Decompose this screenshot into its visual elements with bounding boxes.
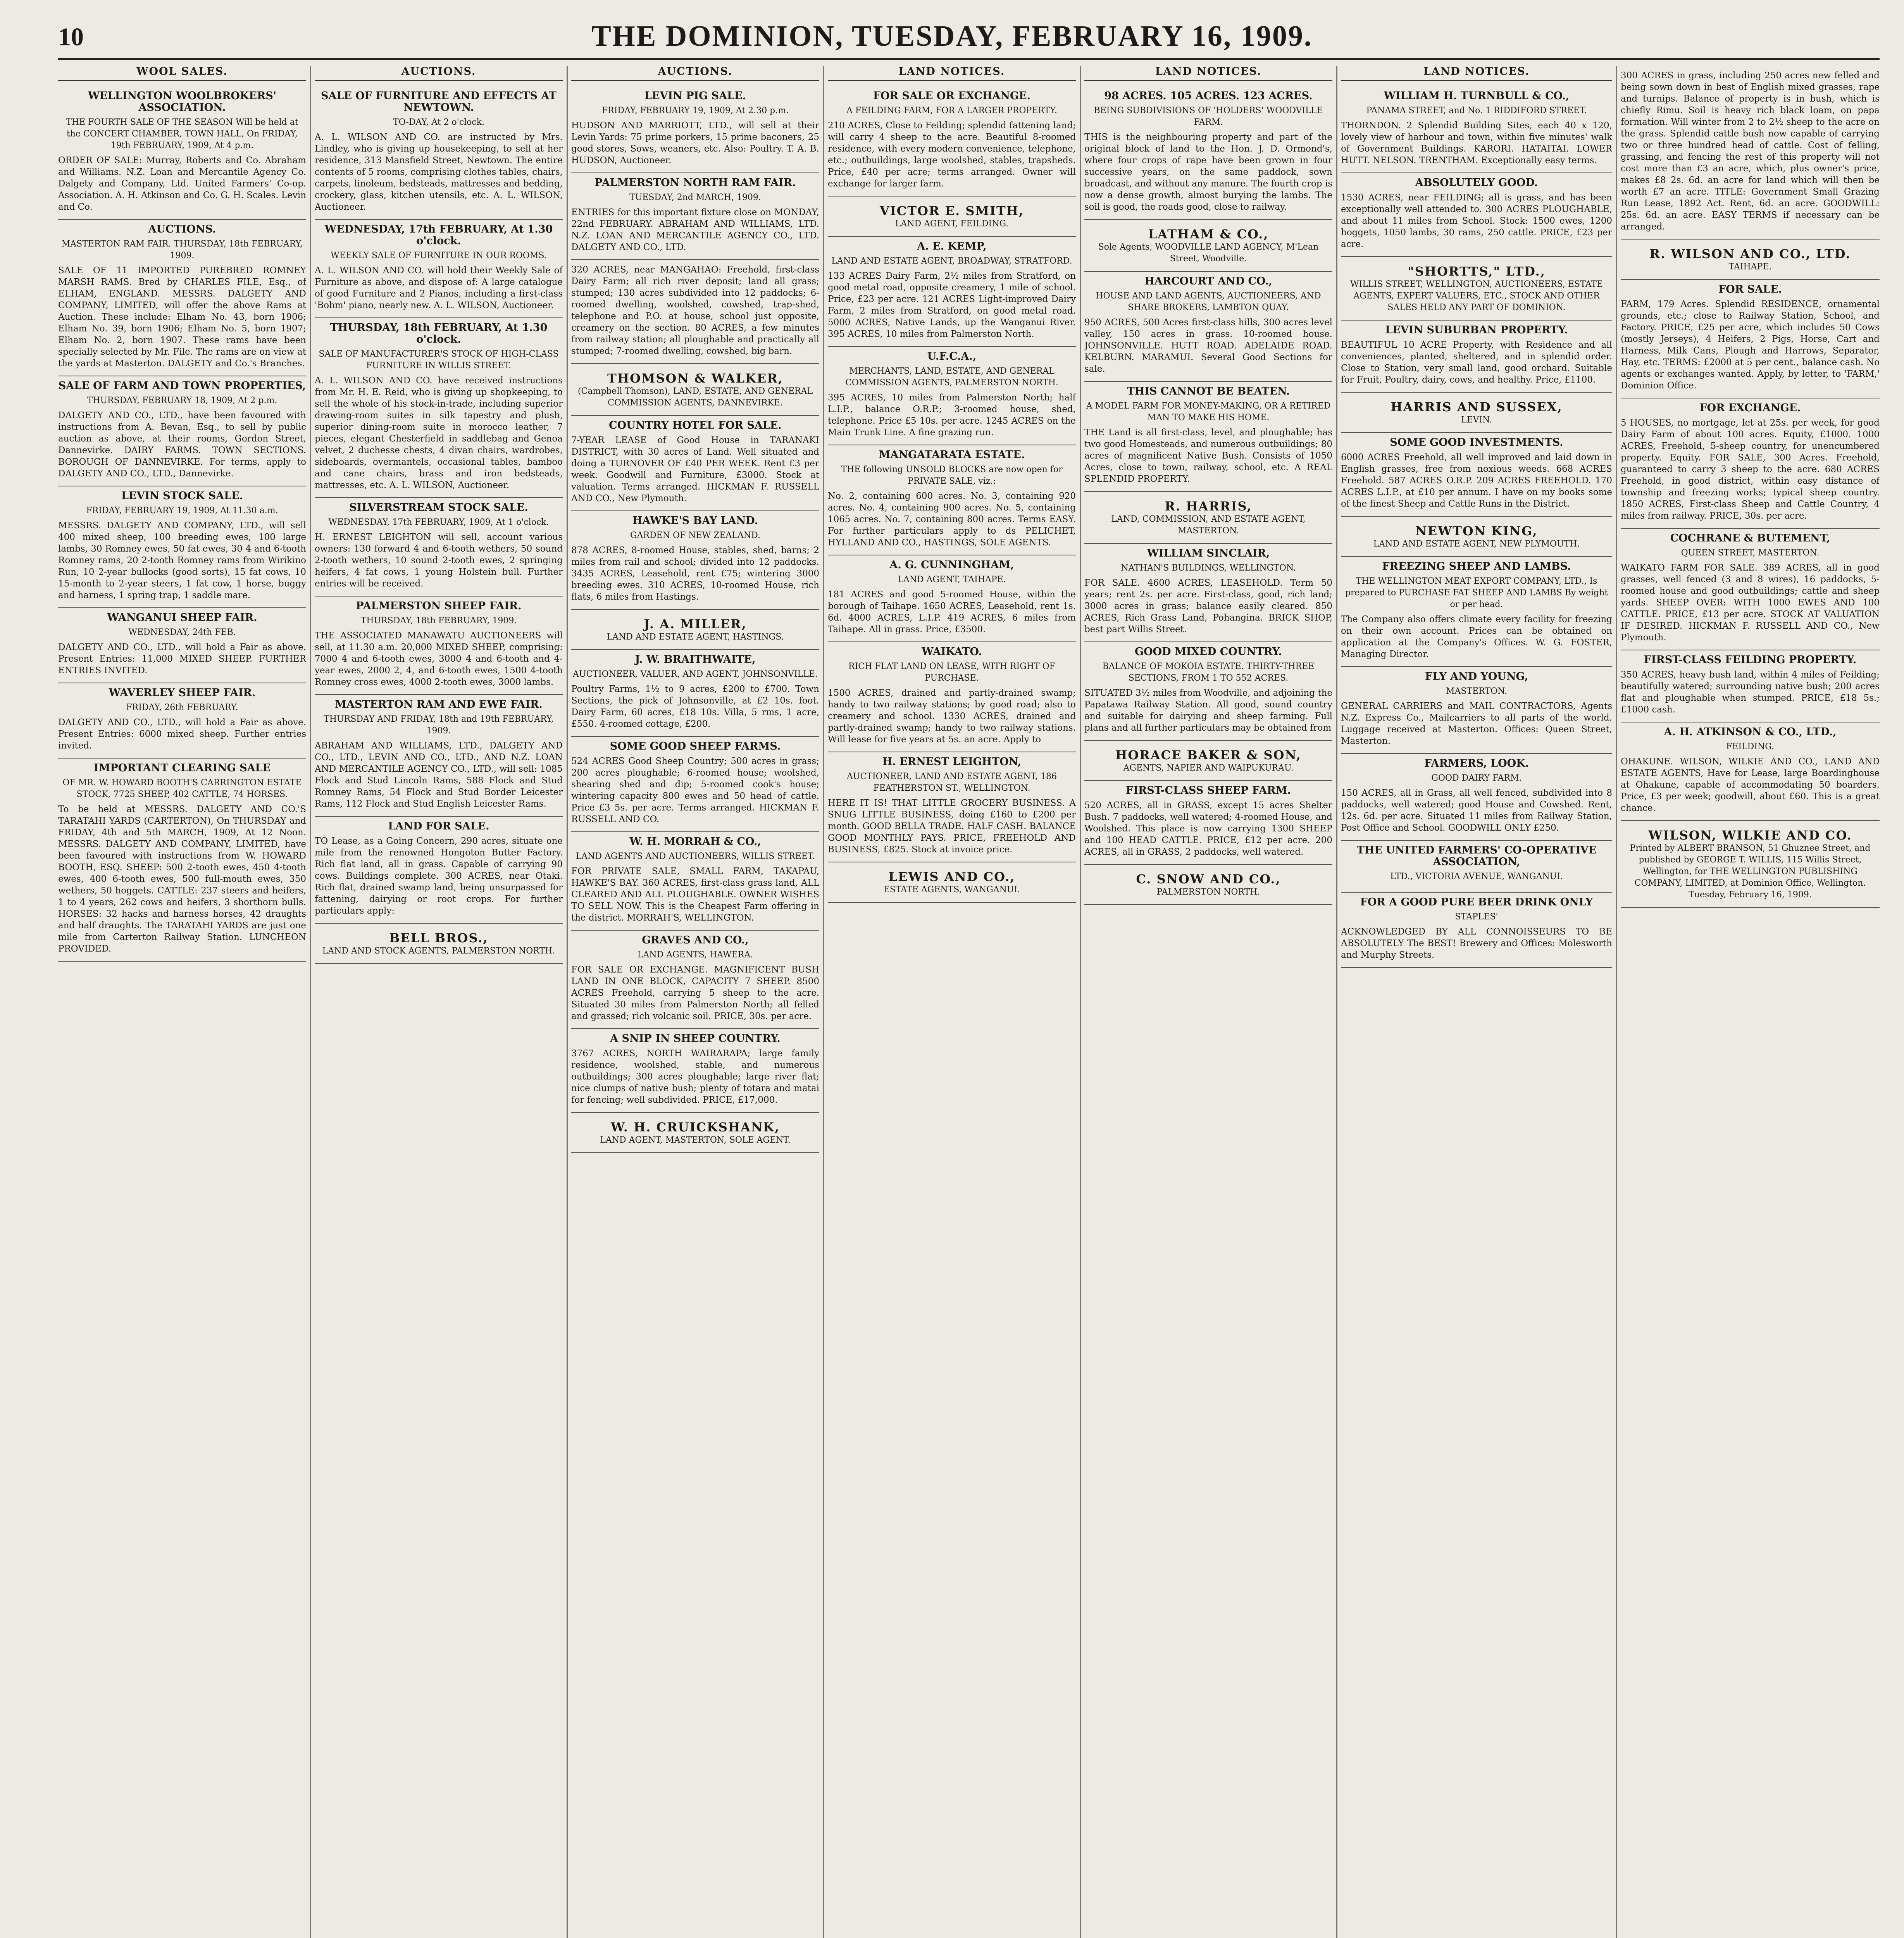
ad-body: WAIKATO FARM FOR SALE. 389 ACRES, all in good grasses, well fenced (3 and 8 wires), 16 paddocks, 5-roomed house and good outbuildings; cattle and sheep yards. SHEEP OVER: WITH 1000 EWES AND 100 CATTLE. PRICE, £13 per acre. STOCK AT VALUATION IF DESIRED. HICKMAN F. RUSSELL AND CO., New Plymouth. (1621, 563, 1880, 643)
advertisement (571, 1029, 819, 1113)
advertisement (1341, 321, 1612, 393)
advertisement (828, 86, 1076, 197)
ad-title: LEVIN STOCK SALE. (121, 490, 243, 502)
advertisement (1341, 754, 1612, 841)
ad-title: W. H. MORRAH & CO., (629, 836, 761, 848)
advertisement (1341, 86, 1612, 173)
advertisement (828, 555, 1076, 642)
advertisement (1084, 86, 1332, 220)
ad-subtitle: Printed by ALBERT BRANSON, 51 Ghuznee Street, and published by GEORGE T. WILLIS, 115 Willis Street, Wellington, for THE WELLINGTON PUBLISHING COMPANY, LIMITED, at Dominion Office, Wellington. Tuesday, February 16, 1909. (1630, 843, 1871, 900)
ad-subtitle: LAND AGENTS AND AUCTIONEERS, WILLIS STREET. (576, 852, 815, 861)
ad-subtitle: MASTERTON RAM FAIR. THURSDAY, 18th FEBRUARY, 1909. (61, 239, 303, 260)
ad-subtitle: BALANCE OF MOKOIA ESTATE. THIRTY-THREE SECTIONS, FROM 1 TO 552 ACRES. (1102, 662, 1315, 683)
advertisement (1341, 557, 1612, 667)
advertisement (58, 683, 306, 759)
ad-body: THIS is the neighbouring property and part of the original block of land to the Hon. J. D. Ormond's, where four crops of rape have been grown in four successive years, on the same paddock, sown broadcast, and without any manure. The fourth crop is now a dense growth, almost burying the lambs. The soil is good, the roads good, close to railway. (1084, 132, 1332, 212)
ad-body: H. ERNEST LEIGHTON will sell, account various owners: 130 forward 4 and 6-tooth wethers, 50 sound 2-tooth wethers, 10 sound 2-tooth ewes, 2 springing heifers, 4 fat cows, 1 young Holstein bull. Further entries will be received. (315, 532, 563, 589)
agent-name: NEWTON KING, (1415, 524, 1538, 538)
ad-title: WILLIAM H. TURNBULL & CO., (1384, 90, 1570, 102)
ad-title: FOR SALE OR EXCHANGE. (873, 90, 1030, 102)
ad-title: WEDNESDAY, 17th FEBRUARY, At 1.30 o'clock. (324, 223, 553, 247)
ad-subtitle: THURSDAY, 18th FEBRUARY, 1909. (360, 616, 517, 626)
ad-body: 524 ACRES Good Sheep Country; 500 acres in grass; 200 acres ploughable; 6-roomed house; woolshed, shearing shed and dip; 5-roomed cook's house; wintering capacity 800 ewes and 50 head of cattle. Price £3 5s. per acre. Terms arranged. HICKMAN F. RUSSELL AND CO. (571, 756, 819, 824)
advertisement (828, 347, 1076, 445)
ad-subtitle: WEEKLY SALE OF FURNITURE IN OUR ROOMS. (331, 251, 547, 260)
advertisement (1341, 173, 1612, 257)
ad-subtitle: LAND AND ESTATE AGENT, BROADWAY, STRATFORD. (831, 256, 1072, 266)
ad-title: THURSDAY, 18th FEBRUARY, At 1.30 o'clock. (330, 322, 548, 345)
ad-body: 181 ACRES and good 5-roomed House, within the borough of Taihape. 1650 ACRES, Leasehold, rent 1s. 6d. 4000 ACRES, L.I.P. 419 ACRES, 6 miles from Taihape. All in grass. Price, £3500. (828, 590, 1076, 635)
advertisement (1084, 272, 1332, 382)
advertisement (828, 237, 1076, 347)
column-1 (58, 66, 306, 1938)
column-heading: AUCTIONS. (571, 66, 819, 81)
ad-title: MANGATARATA ESTATE. (879, 449, 1025, 461)
column-divider (823, 66, 824, 1938)
ad-body: 5 HOUSES, no mortgage, let at 25s. per week, for good Dairy Farm of about 100 acres. Equity, £1000. 1000 ACRES, Freehold, 5-sheep country, for unencumbered property. Equity. FOR SALE, 300 Acres. Freehold, guaranteed to carry 3 sheep to the acre. 680 ACRES Freehold, in good district, within easy distance of township and freezing works; typical sheep country. 1850 ACRES, First-class Sheep and Cattle Country, 4 miles from railway. PRICE, 30s. per acre. (1621, 418, 1880, 521)
ad-body: HUDSON AND MARRIOTT, LTD., will sell at their Levin Yards: 75 prime porkers, 15 prime baconers, 25 good stores, Sows, weaners, etc. Also: Poultry. T. A. B. HUDSON, Auctioneer. (571, 121, 819, 166)
ad-body: The Company also offers climate every facility for freezing on their own account. Prices can be obtained on application at the Company's Offices. W. G. FOSTER, Managing Director. (1341, 614, 1612, 659)
ad-body: DALGETY AND CO., LTD., will hold a Fair as above. Present Entries: 6000 mixed sheep. Further entries invited. (58, 717, 306, 751)
ad-title: J. W. BRAITHWAITE, (635, 653, 756, 666)
ad-subtitle: AUCTIONEER, VALUER, AND AGENT, JOHNSONVILLE. (573, 669, 818, 679)
ad-subtitle: ESTATE AGENTS, WANGANUI. (883, 885, 1020, 895)
advertisement (571, 832, 819, 931)
ad-subtitle: STAPLES' (1455, 912, 1498, 922)
advertisement (571, 511, 819, 610)
advertisement (58, 486, 306, 608)
advertisement (571, 737, 819, 832)
ad-body: 133 ACRES Dairy Farm, 2½ miles from Stratford, on good metal road, opposite creamery, 1 mile of school. Price, £23 per acre. 121 ACRES Light-improved Dairy Farm, 2 miles from Stratford, on good metal road. 5000 ACRES, Native Lands, up the Wanganui River. 395 ACRES, 10 miles from Palmerston North. (828, 271, 1076, 339)
ad-title: FOR EXCHANGE. (1699, 402, 1801, 414)
ad-title: FIRST-CLASS FEILDING PROPERTY. (1644, 654, 1857, 666)
agent-name: LEWIS AND CO., (888, 869, 1015, 884)
ad-subtitle: BEING SUBDIVISIONS OF 'HOLDERS' WOODVILLE FARM. (1094, 106, 1323, 127)
ad-title: A. H. ATKINSON & CO., LTD., (1664, 726, 1837, 738)
ad-subtitle: OF MR. W. HOWARD BOOTH'S CARRINGTON ESTATE STOCK, 7725 SHEEP, 402 CATTLE, 74 HORSES. (62, 778, 302, 799)
ad-subtitle: LEVIN. (1461, 415, 1492, 425)
ad-subtitle: THE following UNSOLD BLOCKS are now open for PRIVATE SALE, viz.: (841, 465, 1063, 486)
ad-body: 395 ACRES, 10 miles from Palmerston North; half L.I.P., balance O.R.P.; 3-roomed house, shed, telephone. Price £5 10s. per acre. 1245 ACRES on the Main Trunk Line. A fine grazing run. (828, 393, 1076, 438)
advertisement (828, 862, 1076, 903)
ad-subtitle: Sole Agents, WOODVILLE LAND AGENCY, M'Lean Street, Woodville. (1098, 242, 1319, 264)
masthead: THE DOMINION, TUESDAY, FEBRUARY 16, 1909. (591, 20, 1313, 52)
advertisement (1084, 544, 1332, 642)
ad-body: FOR SALE OR EXCHANGE. MAGNIFICENT BUSH LAND IN ONE BLOCK, CAPACITY 7 SHEEP. 8500 ACRES Freehold, carrying 5 sheep to the acre. Situated 30 miles from Palmerston North; all felled and grassed; rich volcanic soil. PRICE, 30s. per acre. (571, 965, 819, 1021)
page-header (0, 16, 1904, 58)
ad-title: HARCOURT AND CO., (1144, 275, 1272, 287)
advertisement (315, 597, 563, 695)
ad-title: WAVERLEY SHEEP FAIR. (109, 687, 256, 699)
ad-subtitle: PANAMA STREET, and No. 1 RIDDIFORD STREET. (1366, 106, 1587, 116)
ad-subtitle: FEILDING. (1726, 742, 1774, 752)
ad-title: FLY AND YOUNG, (1425, 671, 1528, 683)
ad-body: DALGETY AND CO., LTD., have been favoured with instructions from A. Bevan, Esq., to sell by public auction as above, at their rooms, Gordon Street, Dannevirke. DAIRY FARMS. TOWN SECTIONS. BOROUGH OF DANNEVIRKE. For terms, apply to DALGETY AND CO., LTD., Dannevirke. (58, 410, 306, 479)
page-number: 10 (58, 23, 84, 51)
agent-name: W. H. CRUICKSHANK, (610, 1120, 780, 1135)
ad-body: 150 ACRES, all in Grass, all well fenced, subdivided into 8 paddocks, well watered; good House and Cowshed. Rent, 12s. 6d. per acre. Situated 11 miles from Railway Station, Post Office and School. GOODWILL ONLY £250. (1341, 788, 1612, 833)
column-2 (315, 66, 563, 1938)
ad-body: 300 ACRES in grass, including 250 acres new felled and being sown down in best of English mixed grasses, rape and turnips. Balance of property is in bush, which is chiefly Rimu. Soil is heavy rich black loam, on papa formation. Will winter from 2 to 2½ sheep to the acre on the grass. Splendid cattle bush now capable of carrying two or three hundred head of cattle. Cost of felling, grassing, and fencing the rest of this property will not cost more than £3 an acre, which, plus owner's price, makes £8 2s. 6d. an acre for land which will then be worth £7 an acre. TITLE: Government Small Grazing Run Lease, 1892 Act. Rent, 6d. an acre. GOODWILL: 25s. 6d. an acre. EASY TERMS if necessary can be arranged. (1621, 71, 1880, 232)
ad-subtitle: LAND, COMMISSION, AND ESTATE AGENT, MASTERTON. (1111, 514, 1306, 536)
ad-subtitle: LAND AGENT, FEILDING. (895, 219, 1009, 229)
ad-body: A. L. WILSON AND CO. will hold their Weekly Sale of Furniture as above, and dispose of: A large catalogue of good Furniture and 2 Pianos, including a first-class 'Bohm' piano, nearly new. A. L. WILSON, Auctioneer. (315, 266, 563, 310)
ad-subtitle: (Campbell Thomson), LAND, ESTATE, AND GENERAL COMMISSION AGENTS, DANNEVIRKE. (577, 386, 813, 408)
ad-subtitle: AGENTS, NAPIER AND WAIPUKURAU. (1123, 763, 1294, 773)
advertisement (1084, 220, 1332, 272)
ad-subtitle: THE FOURTH SALE OF THE SEASON Will be held at the CONCERT CHAMBER, TOWN HALL, On FRIDAY, 19th FEBRUARY, 1909, At 4 p.m. (66, 117, 298, 150)
advertisement (58, 86, 306, 220)
advertisement (315, 924, 563, 964)
ad-body: SALE OF 11 IMPORTED PUREBRED ROMNEY MARSH RAMS. Bred by CHARLES FILE, Esq., of ELHAM, ENGLAND. MESSRS. DALGETY AND COMPANY, LIMITED, will offer the above Rams at Auction. These include: Elham No. 43, born 1906; Elham No. 39, born 1906; Elham No. 5, born 1907; Elham No. 2, born 1907. These rams have been specially selected by Mr. File. The rams are on view at the yards at Masterton. DALGETY and Co.'s Branches. (58, 266, 306, 369)
ad-body: No. 2, containing 600 acres. No. 3, containing 920 acres. No. 4, containing 900 acres. No. 5, containing 1065 acres. No. 7, containing 800 acres. Terms EASY. For further particulars apply to ds PELICHET, HYLLAND AND CO., HASTINGS, SOLE AGENTS. (828, 491, 1076, 548)
advertisement (58, 220, 306, 376)
ad-body: MESSRS. DALGETY AND COMPANY, LTD., will sell 400 mixed sheep, 100 breeding ewes, 100 large lambs, 30 Romney ewes, 50 fat ewes, 30 4 and 6-tooth Romney rams, 20 2-tooth Romney rams from Wirikino Run, 10 2-year bullocks (good sorts), 15 fat cows, 10 15-month to 2-year steers, 1 fat cow, 1 horse, buggy and harness, 1 spring trap, 1 saddle mare. (58, 521, 306, 600)
column-divider (1080, 66, 1081, 1938)
agent-name: R. WILSON AND CO., LTD. (1649, 247, 1851, 261)
ad-subtitle: LAND AND ESTATE AGENT, HASTINGS. (607, 632, 784, 642)
ad-title: WANGANUI SHEEP FAIR. (107, 612, 257, 624)
ad-title: IMPORTANT CLEARING SALE (93, 762, 271, 774)
ad-body: THORNDON. 2 Splendid Building Sites, each 40 x 120, lovely view of harbour and town, within five minutes' walk of Government Buildings. KARORI. HATAITAI. LOWER HUTT. NELSON. TRENTHAM. Exceptionally easy terms. (1341, 121, 1612, 166)
advertisement (58, 376, 306, 486)
advertisement (1621, 66, 1880, 240)
agent-name: R. HARRIS, (1165, 499, 1252, 514)
column-7 (1621, 66, 1880, 1938)
ad-body: 950 ACRES, 500 Acres first-class hills, 300 acres level valley, 150 acres in grass. 10-roomed house. JOHNSONVILLE. HUTT ROAD. ADELAIDE ROAD. KELBURN. MARAMUI. Several Good Sections for sale. (1084, 317, 1332, 374)
ad-title: HAWKE'S BAY LAND. (632, 515, 758, 527)
ad-body: 520 ACRES, all in GRASS, except 15 acres Shelter Bush. 7 paddocks, well watered; 4-roomed House, and Woolshed. This place is now carrying 1300 SHEEP and 100 HEAD CATTLE. PRICE, £12 per acre. 200 ACRES, all in GRASS, 2 paddocks, well watered. (1084, 800, 1332, 857)
advertisement (828, 752, 1076, 862)
ad-body: 1530 ACRES, near FEILDING; all is grass, and has been exceptionally well attended to. 300 ACRES PLOUGHABLE, and about 11 miles from School. Stock: 1500 ewes, 1200 hoggets, 1050 lambs, 30 rams, 250 cattle. PRICE, £23 per acre. (1341, 193, 1612, 249)
agent-name: C. SNOW AND CO., (1136, 872, 1281, 886)
advertisement (1621, 821, 1880, 908)
ad-title: LAND FOR SALE. (388, 820, 489, 832)
ad-subtitle: THURSDAY, FEBRUARY 18, 1909, At 2 p.m. (87, 396, 277, 405)
ad-body: 350 ACRES, heavy bush land, within 4 miles of Feilding; beautifully watered; surrounding native bush; 200 acres flat and ploughable when stumped. PRICE, £18 5s.; £1000 cash. (1621, 670, 1880, 715)
ad-body: TO Lease, as a Going Concern, 290 acres, situate one mile from the renowned Hongoton Butter Factory. Rich flat land, all in grass. Capable of carrying 90 cows. Buildings complete. 300 ACRES, near Otaki. Rich flat, drained swamp land, being unsurpassed for fattening, dairying or root crops. For further particulars apply: (315, 836, 563, 916)
column-heading: LAND NOTICES. (828, 66, 1076, 81)
advertisement (571, 650, 819, 737)
ad-subtitle: LAND AGENT, MASTERTON, SOLE AGENT. (600, 1135, 791, 1145)
ad-title: SILVERSTREAM STOCK SALE. (349, 502, 528, 514)
advertisement (315, 695, 563, 817)
ad-title: A SNIP IN SHEEP COUNTRY. (610, 1033, 781, 1045)
ad-subtitle: WEDNESDAY, 24th FEB. (128, 628, 236, 637)
ad-body: A. L. WILSON AND CO. are instructed by Mrs. Lindley, who is giving up housekeeping, to sell at her residence, 313 Mansfield Street, Newtown. The entire contents of 5 rooms, comprising clothes tables, chairs, carpets, linoleum, bedsteads, mattresses and bedding, crockery, glass, kitchen utensils, etc. A. L. WILSON, Auctioneer. (315, 132, 563, 212)
ad-body: Poultry Farms, 1½ to 9 acres, £200 to £700. Town Sections, the pick of Johnsonville, at £2 10s. foot. Dairy Farm, 60 acres, £18 10s. Villa, 5 rms, 1 acre, £550. 4-roomed cottage, £200. (571, 684, 819, 729)
ad-subtitle: MASTERTON. (1446, 686, 1507, 696)
advertisement (315, 498, 563, 597)
agent-name: THOMSON & WALKER, (607, 371, 783, 386)
ad-body: 3767 ACRES, NORTH WAIRARAPA; large family residence, woolshed, stable, and numerous outbuildings; 300 acres ploughable; large river flat; nice clumps of native bush; plenty of totara and matai for fencing; well subdivided. PRICE, £17,000. (571, 1048, 819, 1105)
ad-subtitle: GARDEN OF NEW ZEALAND. (630, 531, 760, 540)
advertisement (1084, 642, 1332, 741)
ad-body: FARM, 179 Acres. Splendid RESIDENCE, ornamental grounds, etc.; close to Railway Station, School, and Factory. PRICE, £25 per acre, which includes 50 Cows (mostly Jerseys), 4 Heifers, 2 Pigs, Horse, Cart and Harness, Milk Cans, Plough and Harrows, Separator, Hay, etc. TERMS: £2000 at 5 per cent., balance cash. No agents or exchanges wanted. Apply, by letter, to 'FARM,' Dominion Office. (1621, 299, 1880, 391)
ad-title: WILLIAM SINCLAIR, (1147, 547, 1270, 559)
ad-subtitle: THE WELLINGTON MEAT EXPORT COMPANY, LTD., Is prepared to PURCHASE FAT SHEEP AND LAMBS By weight or per head. (1345, 576, 1608, 609)
advertisement (1084, 382, 1332, 492)
advertisement (315, 86, 563, 220)
advertisement (315, 817, 563, 924)
agent-name: J. A. MILLER, (644, 617, 747, 631)
advertisement (571, 1113, 819, 1153)
ad-subtitle: LAND AGENTS, HAWERA. (637, 950, 753, 960)
ad-subtitle: TAIHAPE. (1728, 262, 1772, 272)
agent-name: WILSON, WILKIE AND CO. (1648, 828, 1852, 843)
column-divider (310, 66, 311, 1938)
advertisement (571, 416, 819, 511)
ad-title: 98 ACRES. 105 ACRES. 123 ACRES. (1104, 90, 1313, 102)
ad-subtitle: RICH FLAT LAND ON LEASE, WITH RIGHT OF PURCHASE. (848, 662, 1055, 683)
ad-body: 320 ACRES, near MANGAHAO: Freehold, first-class Dairy Farm; all rich river deposit; land all grass; stumped; 130 acres subdivided into 12 paddocks; 6-roomed dwelling, woolshed, cowshed, trap-shed, telephone and P.O. at house, school just opposite, creamery on the section. 80 ACRES, a few minutes from railway station; all ploughable and practically all stumped; 7-roomed dwelling, cowshed, big barn. (571, 265, 819, 356)
ad-title: SALE OF FURNITURE AND EFFECTS AT NEWTOWN. (320, 90, 557, 114)
ad-title: AUCTIONS. (148, 223, 216, 235)
ad-title: PALMERSTON NORTH RAM FAIR. (594, 177, 796, 189)
ad-title: THE UNITED FARMERS' CO-OPERATIVE ASSOCIATION, (1356, 844, 1597, 868)
advertisement (1084, 781, 1332, 865)
ad-subtitle: NATHAN'S BUILDINGS, WELLINGTON. (1121, 563, 1296, 573)
ad-title: COUNTRY HOTEL FOR SALE. (609, 419, 782, 431)
advertisement (1084, 865, 1332, 905)
ad-subtitle: TO-DAY, At 2 o'clock. (393, 117, 485, 127)
advertisement (315, 318, 563, 498)
agent-name: VICTOR E. SMITH, (879, 203, 1024, 218)
advertisement (58, 759, 306, 962)
ad-subtitle: GOOD DAIRY FARM. (1431, 773, 1522, 783)
agent-name: "SHORTTS," LTD., (1408, 264, 1546, 279)
advertisement (1341, 667, 1612, 754)
advertisement (571, 931, 819, 1029)
ad-subtitle: TUESDAY, 2nd MARCH, 1909. (629, 193, 761, 202)
ad-title: MASTERTON RAM AND EWE FAIR. (335, 698, 543, 710)
ad-title: SOME GOOD SHEEP FARMS. (610, 740, 781, 752)
advertisement (58, 608, 306, 683)
column-heading: LAND NOTICES. (1341, 66, 1612, 81)
advertisement (1341, 257, 1612, 321)
ad-title: H. ERNEST LEIGHTON, (882, 756, 1022, 768)
advertisement (571, 86, 819, 173)
ad-subtitle: FRIDAY, FEBRUARY 19, 1909, At 11.30 a.m. (86, 506, 278, 516)
ad-title: SOME GOOD INVESTMENTS. (1390, 436, 1563, 448)
column-heading: WOOL SALES. (58, 66, 306, 81)
ad-body: 7-YEAR LEASE of Good House in TARANAKI DISTRICT, with 30 acres of Land. Well situated and doing a TURNOVER OF £40 PER WEEK. Rent £3 per week. Goodwill and Furniture, £3000. Stock at valuation. Terms arranged. HICKMAN F. RUSSELL AND CO., New Plymouth. (571, 435, 819, 503)
advertisement (1621, 280, 1880, 398)
ad-title: GOOD MIXED COUNTRY. (1135, 646, 1282, 658)
ad-body: FOR PRIVATE SALE, SMALL FARM, TAKAPAU, HAWKE'S BAY. 360 ACRES, first-class grass land, ALL CLEARED AND ALL PLOUGHABLE. OWNER WISHES TO SELL NOW. This is the Cheapest Farm offering in the district. MORRAH'S, WELLINGTON. (571, 866, 819, 923)
ad-title: ABSOLUTELY GOOD. (1415, 177, 1538, 189)
ad-body: THE ASSOCIATED MANAWATU AUCTIONEERS will sell, at 11.30 a.m. 20,000 MIXED SHEEP, comprising: 7000 4 and 6-tooth ewes, 3000 4 and 6-tooth and 4-year ewes, 2000 2, 4, and 6-tooth ewes, 1500 4-tooth Romney cross ewes, 4000 2-tooth ewes, 3000 lambs. (315, 631, 563, 687)
ad-body: 6000 ACRES Freehold, all well improved and laid down in English grasses, free from noxious weeds. 668 ACRES Freehold. 587 ACRES O.R.P. 209 ACRES FREEHOLD. 170 ACRES L.I.P., at £10 per annum. I have on my books some of the finest Sheep and Cattle Runs in the District. (1341, 452, 1612, 509)
advertisement (1341, 841, 1612, 893)
advertisement (828, 642, 1076, 752)
ad-body: HERE IT IS! THAT LITTLE GROCERY BUSINESS. A SNUG LITTLE BUSINESS, doing £160 to £200 per month. GOOD BELLA TRADE. HALF CASH. BALANCE GOOD MONTHLY PAYS. PRICE, FREEHOLD AND BUSINESS, £825. Stock at invoice price. (828, 798, 1076, 855)
advertisement (1621, 398, 1880, 529)
agent-name: LATHAM & CO., (1148, 227, 1269, 241)
advertisement (1341, 393, 1612, 433)
ad-title: WELLINGTON WOOLBROKERS' ASSOCIATION. (88, 90, 277, 114)
ad-body: SITUATED 3½ miles from Woodville, and adjoining the Papatawa Railway Station. All good, sound country and suitable for dairying and sheep farming. Full plans and all further particulars may be obtained from (1084, 688, 1332, 733)
ad-subtitle: THURSDAY AND FRIDAY, 18th and 19th FEBRUARY, 1909. (324, 714, 554, 736)
ad-subtitle: LAND AND STOCK AGENTS, PALMERSTON NORTH. (322, 946, 555, 956)
ad-body: THE Land is all first-class, level, and ploughable; has two good Homesteads, and numerous outbuildings; 80 acres of magnificent Native Bush. Consists of 1050 Acres, close to town, railway, school, etc. A REAL SPLENDID PROPERTY. (1084, 428, 1332, 484)
ad-body: DALGETY AND CO., LTD., will hold a Fair as above. Present Entries: 11,000 MIXED SHEEP. FURTHER ENTRIES INVITED. (58, 642, 306, 676)
advertisement (571, 260, 819, 364)
ad-subtitle: SALE OF MANUFACTURER'S STOCK OF HIGH-CLASS FURNITURE IN WILLIS STREET. (319, 349, 559, 371)
advertisement (571, 364, 819, 416)
column-heading: AUCTIONS. (315, 66, 563, 81)
advertisement (1084, 492, 1332, 544)
ad-subtitle: PALMERSTON NORTH. (1156, 887, 1260, 897)
ad-title: LEVIN SUBURBAN PROPERTY. (1385, 324, 1568, 336)
ad-subtitle: MERCHANTS, LAND, ESTATE, AND GENERAL COMMISSION AGENTS, PALMERSTON NORTH. (845, 366, 1058, 388)
ad-subtitle: FRIDAY, FEBRUARY 19, 1909, At 2.30 p.m. (601, 106, 789, 116)
ad-subtitle: WEDNESDAY, 17th FEBRUARY, 1909, At 1 o'clock. (328, 517, 549, 527)
ad-subtitle: AUCTIONEER, LAND AND ESTATE AGENT, 186 FEATHERSTON ST., WELLINGTON. (847, 772, 1057, 793)
advertisement (1341, 433, 1612, 517)
ad-body: 878 ACRES, 8-roomed House, stables, shed, barns; 2 miles from rail and school; divided into 12 paddocks. 3435 ACRES, Leasehold, rent £75; wintering 3000 breeding ewes. 310 ACRES, 10-roomed House, rich flats, 6 miles from Hastings. (571, 545, 819, 602)
ad-body: To be held at MESSRS. DALGETY AND CO.'S TARATAHI YARDS (CARTERTON), On THURSDAY and FRIDAY, 4th and 5th MARCH, 1909, At 12 Noon. MESSRS. DALGETY AND COMPANY, LIMITED, have been favoured with instructions from W. HOWARD BOOTH, ESQ. SHEEP: 500 2-tooth ewes, 450 4-tooth ewes, 400 6-tooth ewes, 500 full-mouth ewes, 350 wethers, 50 hoggets. CATTLE: 237 steers and heifers, 1 to 4 years, 262 cows and heifers, 3 shorthorn bulls. HORSES: 32 hacks and harness horses, 42 draughts and half draughts. The TARATAHI YARDS are just one mile from Carterton Railway Station. LUNCHEON PROVIDED. (58, 804, 306, 954)
ad-subtitle: HOUSE AND LAND AGENTS, AUCTIONEERS, AND SHARE BROKERS, LAMBTON QUAY. (1096, 291, 1321, 312)
advertisement (1621, 240, 1880, 280)
ad-body: A. L. WILSON AND CO. have received instructions from Mr. H. E. Reid, who is giving up shopkeeping, to sell the whole of his stock-in-trade, including superior drawing-room suites in silk tapestry and plush, superior dining-room suite in morocco leather, 7 pieces, elegant Chesterfield in saddlebag and Genoa velvet, 2 duchesse chests, 4 divan chairs, wardrobes, sideboards, overmantels, occasional tables, bamboo and cane chairs, brass and iron bedsteads, mattresses, etc. A. L. WILSON, Auctioneer. (315, 376, 563, 490)
ad-title: FOR A GOOD PURE BEER DRINK ONLY (1360, 896, 1593, 908)
ad-subtitle: FRIDAY, 26th FEBRUARY. (126, 703, 238, 712)
ad-subtitle: A MODEL FARM FOR MONEY-MAKING, OR A RETIRED MAN TO MAKE HIS HOME. (1086, 401, 1331, 422)
column-divider (1616, 66, 1617, 1938)
column-divider (567, 66, 568, 1938)
ad-subtitle: LTD., VICTORIA AVENUE, WANGANUI. (1390, 872, 1563, 881)
advertisement (1621, 529, 1880, 650)
ad-body: FOR SALE. 4600 ACRES, LEASEHOLD. Term 50 years; rent 2s. per acre. First-class, good, rich land; 3000 acres in grass; balance easily cleared. 850 ACRES, Rich Grass Land, Pohangina. BRICK SHOP, best part Willis Street. (1084, 578, 1332, 635)
ad-title: COCHRANE & BUTEMENT, (1670, 532, 1830, 544)
ad-body: BEAUTIFUL 10 ACRE Property, with Residence and all conveniences, planted, sheltered, and in splendid order. Close to Station, very small land, good orchard. Suitable for Fruit, Poultry, dairy, cows, and healthy. Price, £1100. (1341, 340, 1612, 385)
ad-body: 210 ACRES, Close to Feilding; splendid fattening land; will carry 4 sheep to the acre. Beautiful 8-roomed residence, with every modern convenience, telephone, etc.; outbuildings, large woolshed, stables, trapsheds. Price, £40 per acre; terms arranged. Owner will exchange for larger farm. (828, 121, 1076, 189)
advertisement (315, 220, 563, 318)
ad-body: ENTRIES for this important fixture close on MONDAY, 22nd FEBRUARY. ABRAHAM AND WILLIAMS, LTD. N.Z. LOAN AND MERCANTILE AGENCY CO., LTD. DALGETY AND CO., LTD. (571, 207, 819, 252)
column-4 (828, 66, 1076, 1938)
advertisement (1084, 741, 1332, 781)
ad-title: LEVIN PIG SALE. (644, 90, 746, 102)
advertisement (571, 610, 819, 650)
advertisement (571, 173, 819, 260)
column-3 (571, 66, 819, 1938)
ad-body: ORDER OF SALE: Murray, Roberts and Co. Abraham and Williams. N.Z. Loan and Mercantile Agency Co. Dalgety and Company, Ltd. United Farmers' Co-op. Association. A. H. Atkinson and Co. G. H. Scales. Levin and Co. (58, 155, 306, 212)
header-rule (58, 58, 1880, 60)
advertisement (828, 197, 1076, 237)
column-heading: LAND NOTICES. (1084, 66, 1332, 81)
column-divider (1336, 66, 1337, 1938)
ad-body: ABRAHAM AND WILLIAMS, LTD., DALGETY AND CO., LTD., LEVIN AND CO., LTD., AND N.Z. LOAN AND MERCANTILE AGENCY CO., LTD., will sell: 1085 Flock and Stud Lincoln Rams, 588 Flock and Stud Romney Rams, 54 Flock and Stud Border Leicester Rams, 112 Flock and Stud English Leicester Rams. (315, 741, 563, 809)
ad-title: U.F.C.A., (927, 350, 977, 362)
ad-title: FARMERS, LOOK. (1424, 757, 1529, 769)
ad-body: ACKNOWLEDGED BY ALL CONNOISSEURS TO BE ABSOLUTELY The BEST! Brewery and Offices: Molesworth and Murphy Streets. (1341, 927, 1612, 960)
ad-title: A. G. CUNNINGHAM, (889, 559, 1014, 571)
ad-title: FREEZING SHEEP AND LAMBS. (1382, 560, 1571, 572)
advertisement (1341, 517, 1612, 557)
ad-body: GENERAL CARRIERS and MAIL CONTRACTORS, Agents N.Z. Express Co., Mailcarriers to all parts of the world. Luggage received at Masterton. Offices: Queen Street, Masterton. (1341, 701, 1612, 746)
column-5 (1084, 66, 1332, 1938)
ad-title: WAIKATO. (922, 646, 982, 658)
advertisement (828, 445, 1076, 555)
ad-title: SALE OF FARM AND TOWN PROPERTIES, (58, 380, 306, 392)
ad-subtitle: LAND AGENT, TAIHAPE. (898, 575, 1006, 585)
advertisement (1621, 722, 1880, 821)
ad-title: THIS CANNOT BE BEATEN. (1127, 385, 1290, 397)
agent-name: HARRIS AND SUSSEX, (1391, 400, 1563, 414)
ad-title: FOR SALE. (1718, 283, 1782, 295)
ad-subtitle: QUEEN STREET, MASTERTON. (1681, 548, 1820, 558)
ad-body: OHAKUNE. WILSON, WILKIE AND CO., LAND AND ESTATE AGENTS, Have for Lease, large Boardinghouse at Ohakune, capable of accommodating 50 boarders. Price, £3 per week; goodwill, about £60. This is a great chance. (1621, 757, 1880, 813)
ad-body: 1500 ACRES, drained and partly-drained swamp; handy to two railway stations; by good road; also to creamery and school. 1330 ACRES, drained and partly-drained swamp; handy to two railway stations. Will lease for five years at 5s. an acre. Apply to (828, 688, 1076, 745)
column-6 (1341, 66, 1612, 1938)
ad-title: GRAVES AND CO., (642, 934, 749, 946)
advertisement (1341, 893, 1612, 968)
agent-name: HORACE BAKER & SON, (1115, 748, 1301, 762)
ad-subtitle: WILLIS STREET, WELLINGTON, AUCTIONEERS, ESTATE AGENTS, EXPERT VALUERS, ETC., STOCK AND OTHER SALES HELD ANY PART OF DOMINION. (1350, 279, 1603, 312)
advertisement (1621, 650, 1880, 722)
ad-subtitle: LAND AND ESTATE AGENT, NEW PLYMOUTH. (1373, 539, 1580, 549)
ad-subtitle: A FEILDING FARM, FOR A LARGER PROPERTY. (846, 106, 1057, 116)
ad-title: FIRST-CLASS SHEEP FARM. (1126, 785, 1291, 797)
agent-name: BELL BROS., (389, 931, 488, 945)
ad-title: A. E. KEMP, (917, 240, 987, 252)
ad-title: PALMERSTON SHEEP FAIR. (356, 600, 522, 612)
